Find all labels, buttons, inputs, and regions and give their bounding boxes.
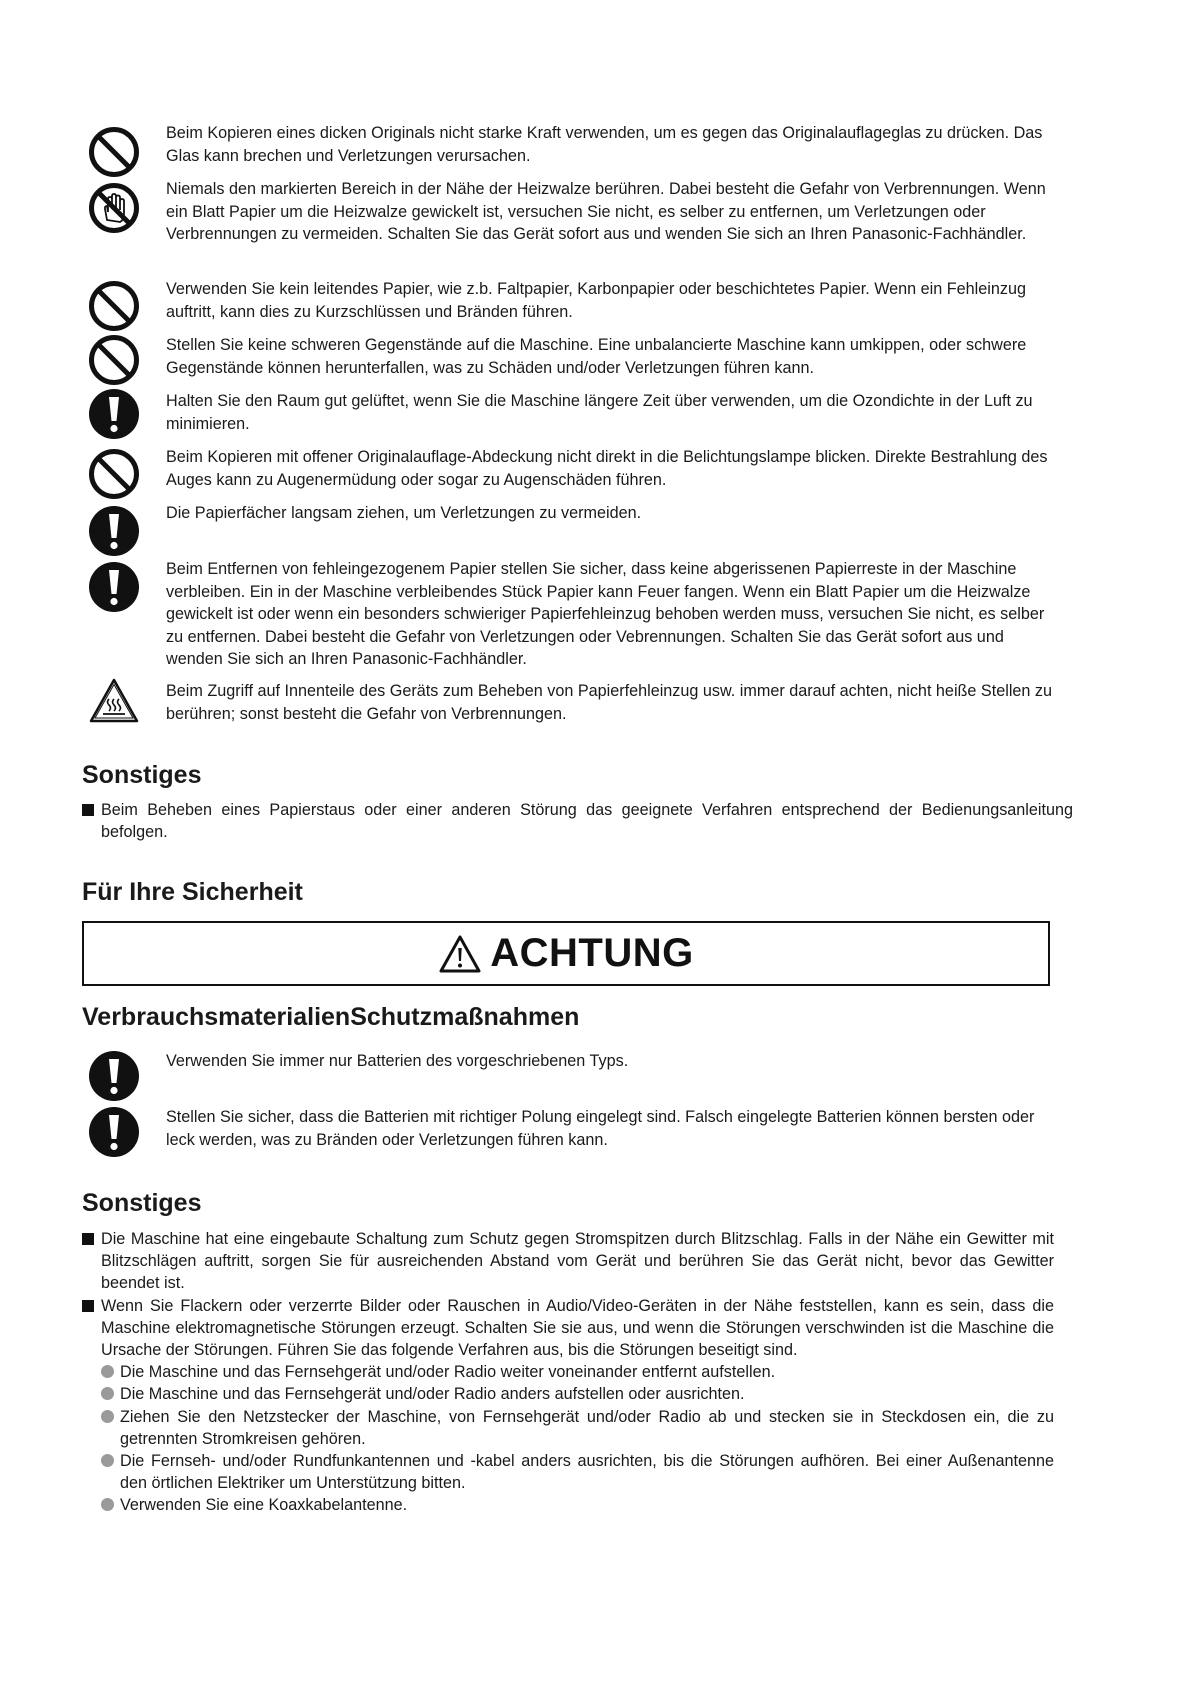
square-bullet-icon (82, 1233, 94, 1245)
list-item: Verwenden Sie eine Koaxkabelantenne. (101, 1494, 1054, 1516)
section-heading-sonstiges: Sonstiges (82, 1189, 202, 1217)
sonstiges-item: Die Maschine hat eine eingebaute Schaltung zum Schutz gegen Stromspitzen durch Blitzschlag. Falls in der Nähe ein Gewitter mit Blitzschlägen auftritt, sorgen Sie für ausreichenden Abstand vom Gerät und berühren Sie das Gerät nicht, bevor das Gewitter beendet ist. (82, 1228, 1054, 1295)
square-bullet-icon (82, 1300, 94, 1312)
sonstiges-item: Wenn Sie Flackern oder verzerrte Bilder oder Rauschen in Audio/Video-Geräten in der Nähe feststellen, kann es sein, dass die Maschine elektromagnetische Störungen erzeugt. Schalten Sie sie aus, und wenn die Störungen verschwinden ist die Maschine die Ursache der Störungen. Führen Sie das folgende Verfahren aus, bis die Störungen beseitigt sind. (82, 1295, 1054, 1362)
warning-text: Halten Sie den Raum gut gelüftet, wenn Sie die Maschine längere Zeit über verwenden, um die Ozondichte in der Luft zu minimieren. (166, 392, 1033, 433)
round-bullet-icon (101, 1365, 114, 1378)
warning-text: Verwenden Sie immer nur Batterien des vorgeschriebenen Typs. (166, 1052, 629, 1070)
square-bullet-icon (82, 804, 94, 816)
prohibition-icon (88, 334, 140, 386)
sonstiges-list (82, 1228, 1054, 1517)
section-heading-sonstiges: Sonstiges (82, 761, 202, 789)
warning-text: Verwenden Sie kein leitendes Papier, wie z.b. Faltpapier, Karbonpapier oder beschichtetes Papier. Wenn ein Fehleinzug auftritt, kann dies zu Kurzschlüssen und Bränden führen. (166, 280, 1026, 321)
round-bullet-icon (101, 1410, 114, 1423)
warning-text: Beim Entfernen von fehleingezogenem Papier stellen Sie sicher, dass keine abgerissenen Papierreste in der Maschine verbleiben. Ein in der Maschine verbleibendes Stück Papier kann Feuer fangen. Wenn ein Blatt Papier um die Heizwalze gewickelt ist oder wenn ein besonders schwieriger Papierfehleinzug behoben werden muss, versuchen Sie nicht, es selber zu entfernen. Dabei besteht die Gefahr von Verletzungen oder Vebrennungen. Schalten Sie das Gerät sofort aus und wenden Sie sich an Ihren Panasonic-Fachhändler. (166, 560, 1045, 668)
list-item: Die Maschine und das Fernsehgerät und/oder Radio anders aufstellen oder ausrichten. (101, 1383, 1054, 1405)
warning-text: Die Papierfächer langsam ziehen, um Verletzungen zu vermeiden. (166, 504, 642, 522)
interference-steps (82, 1361, 1054, 1516)
prohibition-icon (88, 126, 140, 178)
hot-surface-icon (88, 676, 140, 728)
achtung-banner (82, 921, 1050, 986)
prohibition-icon (88, 280, 140, 332)
round-bullet-icon (101, 1498, 114, 1511)
sonstiges-item: Beim Beheben eines Papierstaus oder einer anderen Störung das geeignete Verfahren entsprechend der Bedienungsanleitung befolgen. (82, 799, 1073, 843)
achtung-label: ACHTUNG (490, 931, 694, 975)
list-item: Die Maschine und das Fernsehgerät und/oder Radio weiter voneinander entfernt aufstellen. (101, 1361, 1054, 1383)
warning-text: Beim Zugriff auf Innenteile des Geräts zum Beheben von Papierfehleinzug usw. immer darauf achten, nicht heiße Stellen zu berühren; sonst besteht die Gefahr von Verbrennungen. (166, 682, 1053, 723)
prohibition-icon (88, 448, 140, 500)
mandatory-icon (88, 1050, 140, 1102)
warning-text: Niemals den markierten Bereich in der Nähe der Heizwalze berühren. Dabei besteht die Gefahr von Verbrennungen. Wenn ein Blatt Papier um die Heizwalze gewickelt ist, versuchen Sie nicht, es selber zu entfernen, um Verletzungen oder Verbrennungen zu vermeiden. Schalten Sie das Gerät sofort aus und wenden Sie sich an Ihren Panasonic-Fachhändler. (166, 180, 1046, 243)
warning-text: Stellen Sie keine schweren Gegenstände auf die Maschine. Eine unbalancierte Maschine kann umkippen, oder schwere Gegenstände können herunterfallen, was zu Schäden und/oder Verletzungen führen kann. (166, 336, 1027, 377)
list-item: Die Fernseh- und/oder Rundfunkantennen und -kabel anders ausrichten, bis die Störungen aufhören. Bei einer Außenantenne den örtlichen Elektriker um Unterstützung bitten. (101, 1450, 1054, 1494)
warning-triangle-icon (438, 934, 482, 974)
section-heading-consumables: VerbrauchsmaterialienSchutzmaßnahmen (82, 1003, 580, 1031)
warning-text: Beim Kopieren eines dicken Originals nicht starke Kraft verwenden, um es gegen das Originalauflageglas zu drücken. Das Glas kann brechen und Verletzungen verursachen. (166, 124, 1043, 165)
round-bullet-icon (101, 1454, 114, 1467)
warning-text: Stellen Sie sicher, dass die Batterien mit richtiger Polung eingelegt sind. Falsch eingelegte Batterien können bersten oder leck werden, was zu Bränden oder Verletzungen führen kann. (166, 1108, 1035, 1149)
round-bullet-icon (101, 1387, 114, 1400)
mandatory-icon (88, 1106, 140, 1158)
section-heading-safety: Für Ihre Sicherheit (82, 878, 303, 906)
mandatory-icon (88, 561, 140, 613)
do-not-touch-icon (88, 182, 140, 234)
mandatory-icon (88, 388, 140, 440)
mandatory-icon (88, 505, 140, 557)
warning-text: Beim Kopieren mit offener Originalauflage-Abdeckung nicht direkt in die Belichtungslampe blicken. Direkte Bestrahlung des Auges kann zu Augenermüdung oder sogar zu Augenschäden führen. (166, 448, 1048, 489)
list-item: Ziehen Sie den Netzstecker der Maschine, von Fernsehgerät und/oder Radio ab und stecken sie in Steckdosen ein, die zu getrennten Stromkreisen gehören. (101, 1406, 1054, 1450)
